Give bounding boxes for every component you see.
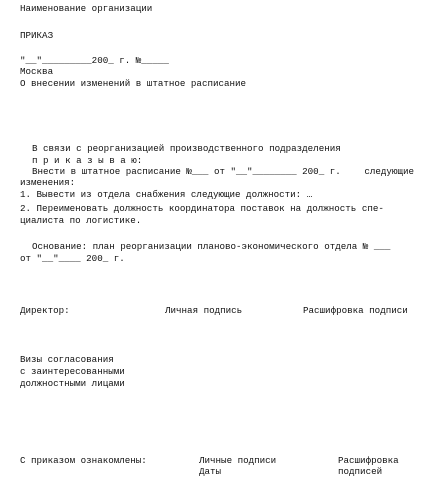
- acquaint-decoding-continuation: подписей: [338, 466, 383, 477]
- item-intro-tail: следующие: [364, 166, 414, 177]
- acquaint-label: С приказом ознакомлены:: [20, 455, 147, 466]
- city: Москва: [20, 66, 54, 77]
- item-intro-text: Внести в штатное расписание №___ от "__"________ 200_ г.: [32, 166, 341, 177]
- document-type: ПРИКАЗ: [20, 30, 54, 41]
- basis-line: Основание: план реорганизации планово-экономического отдела № ___: [32, 241, 391, 252]
- approvals-line-2: с заинтересованными: [20, 366, 125, 377]
- acquaint-signatures: Личные подписи: [199, 455, 277, 466]
- director-label: Директор:: [20, 305, 70, 316]
- date-number-line: "__"_________200_ г. №_____: [20, 55, 169, 66]
- item-2-continuation: циалиста по логистике.: [20, 215, 142, 226]
- personal-signature-label: Личная подпись: [165, 305, 243, 316]
- signature-decoding-label: Расшифровка подписи: [303, 305, 408, 316]
- item-2: 2. Переименовать должность координатора поставок на должность спе-: [20, 203, 384, 214]
- approvals-line-1: Визы согласования: [20, 354, 114, 365]
- organization-name: Наименование организации: [20, 3, 153, 14]
- acquaint-decoding: Расшифровка: [338, 455, 399, 466]
- basis-continuation: от "__"____ 200_ г.: [20, 253, 125, 264]
- intro-paragraph: В связи с реорганизацией производственного подразделения: [32, 143, 341, 154]
- acquaint-dates: Даты: [199, 466, 222, 477]
- item-intro-line: [32, 166, 414, 177]
- order-word: п р и к а з ы в а ю:: [32, 155, 143, 166]
- document-subject: О внесении изменений в штатное расписание: [20, 78, 247, 89]
- approvals-line-3: должностными лицами: [20, 378, 125, 389]
- item-1: 1. Вывести из отдела снабжения следующие должности: …: [20, 189, 313, 200]
- item-intro-continuation: изменения:: [20, 177, 76, 188]
